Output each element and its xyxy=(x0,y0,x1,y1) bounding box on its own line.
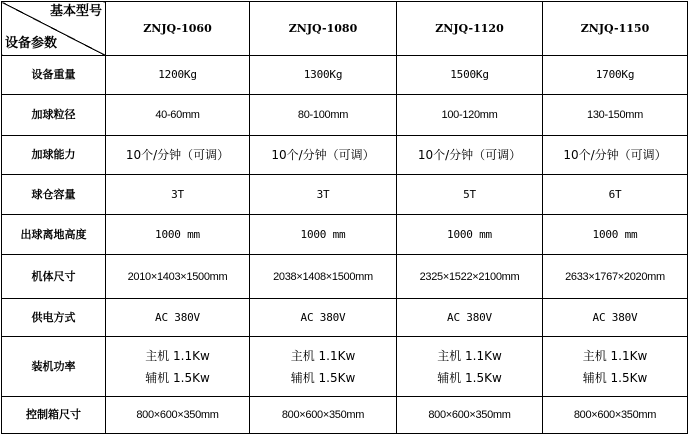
table-cell: 130-150mm xyxy=(543,95,688,136)
table-cell: AC 380V xyxy=(397,299,543,337)
table-cell: 1700Kg xyxy=(543,56,688,95)
table-cell: 800×600×350mm xyxy=(543,397,688,434)
spec-table xyxy=(1,1,688,434)
header-row xyxy=(2,2,688,56)
table-cell: 800×600×350mm xyxy=(250,397,397,434)
table-row xyxy=(2,136,688,175)
table-cell: 6T xyxy=(543,175,688,215)
row-label: 出球离地高度 xyxy=(2,215,106,255)
table-cell xyxy=(397,337,543,397)
table-cell: AC 380V xyxy=(250,299,397,337)
corner-cell xyxy=(2,2,106,56)
table-cell: 2038×1408×1500mm xyxy=(250,255,397,299)
model-header: ZNJQ-1060 xyxy=(106,2,250,56)
table-cell: 2325×1522×2100mm xyxy=(397,255,543,299)
aux-motor-power: 辅机 1.5Kw xyxy=(290,370,356,385)
table-row xyxy=(2,255,688,299)
row-label: 供电方式 xyxy=(2,299,106,337)
table-cell: 3T xyxy=(250,175,397,215)
table-cell: 2633×1767×2020mm xyxy=(543,255,688,299)
table-cell: AC 380V xyxy=(543,299,688,337)
table-cell xyxy=(250,337,397,397)
table-cell xyxy=(106,337,250,397)
main-motor-power: 主机 1.1Kw xyxy=(437,348,502,363)
main-motor-power: 主机 1.1Kw xyxy=(582,348,648,363)
table-cell: 100-120mm xyxy=(397,95,543,136)
table-cell: 10个/分钟（可调） xyxy=(250,136,397,175)
table-row xyxy=(2,95,688,136)
aux-motor-power: 辅机 1.5Kw xyxy=(437,370,502,385)
table-cell: 3T xyxy=(106,175,250,215)
table-cell: 1000 mm xyxy=(543,215,688,255)
corner-param-label: 设备参数 xyxy=(5,36,58,51)
table-cell: 800×600×350mm xyxy=(397,397,543,434)
aux-motor-power: 辅机 1.5Kw xyxy=(582,370,648,385)
table-row xyxy=(2,215,688,255)
table-cell: 800×600×350mm xyxy=(106,397,250,434)
row-label: 装机功率 xyxy=(2,337,106,397)
table-cell: 10个/分钟（可调） xyxy=(106,136,250,175)
row-label: 球仓容量 xyxy=(2,175,106,215)
model-header: ZNJQ-1120 xyxy=(397,2,543,56)
table-cell: 40-60mm xyxy=(106,95,250,136)
table-cell: 1000 mm xyxy=(397,215,543,255)
model-header: ZNJQ-1080 xyxy=(250,2,397,56)
main-motor-power: 主机 1.1Kw xyxy=(145,348,210,363)
table-cell: 5T xyxy=(397,175,543,215)
table-cell: 10个/分钟（可调） xyxy=(397,136,543,175)
main-motor-power: 主机 1.1Kw xyxy=(290,348,356,363)
table-cell: 2010×1403×1500mm xyxy=(106,255,250,299)
row-label: 加球粒径 xyxy=(2,95,106,136)
table-cell: 1000 mm xyxy=(106,215,250,255)
table-cell: AC 380V xyxy=(106,299,250,337)
table-cell: 1000 mm xyxy=(250,215,397,255)
table-row xyxy=(2,299,688,337)
table-cell: 1300Kg xyxy=(250,56,397,95)
table-row xyxy=(2,175,688,215)
table-row xyxy=(2,397,688,434)
row-label: 设备重量 xyxy=(2,56,106,95)
table-cell: 10个/分钟（可调） xyxy=(543,136,688,175)
table-cell xyxy=(543,337,688,397)
table-cell: 1500Kg xyxy=(397,56,543,95)
row-label: 机体尺寸 xyxy=(2,255,106,299)
row-label: 加球能力 xyxy=(2,136,106,175)
table-cell: 1200Kg xyxy=(106,56,250,95)
corner-model-label: 基本型号 xyxy=(49,4,102,19)
aux-motor-power: 辅机 1.5Kw xyxy=(145,370,210,385)
table-row xyxy=(2,56,688,95)
model-header: ZNJQ-1150 xyxy=(543,2,688,56)
table-cell: 80-100mm xyxy=(250,95,397,136)
table-row xyxy=(2,337,688,397)
row-label: 控制箱尺寸 xyxy=(2,397,106,434)
